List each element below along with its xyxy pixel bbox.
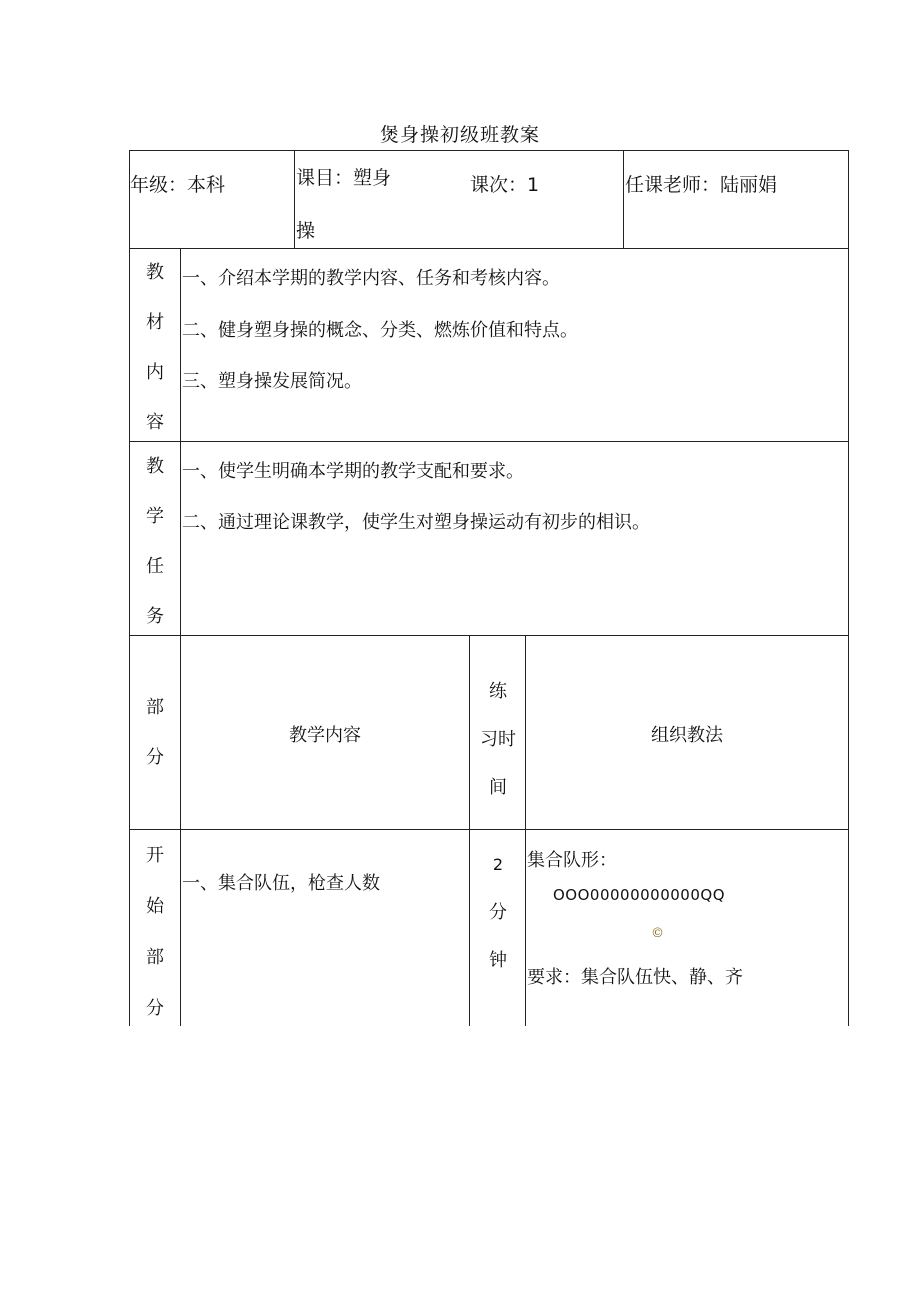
label-char: 内 bbox=[146, 362, 164, 383]
materials-item: 二、健身塑身操的概念、分类、燃炼价值和特点。 bbox=[182, 320, 578, 341]
row-divider bbox=[129, 635, 849, 636]
row-divider bbox=[129, 248, 849, 249]
label-char: 练 bbox=[489, 681, 507, 702]
label-char: 部 bbox=[146, 697, 164, 718]
label-char: 习时 bbox=[480, 729, 516, 750]
label-char: 间 bbox=[489, 777, 507, 798]
label-char: 材 bbox=[146, 312, 164, 333]
label-char: 2 bbox=[492, 855, 504, 874]
label-char: 始 bbox=[146, 896, 164, 917]
materials-label bbox=[130, 248, 180, 448]
label-char: 教 bbox=[146, 262, 164, 283]
label-char: 部 bbox=[146, 947, 164, 968]
label-char: 任 bbox=[146, 556, 164, 577]
teacher-cell: 任课老师：陆丽娟 bbox=[625, 174, 778, 196]
formation-title: 集合队形： bbox=[527, 850, 617, 871]
content-column-header: 教学内容 bbox=[289, 725, 361, 746]
method-column-header: 组织教法 bbox=[651, 725, 723, 746]
row-divider bbox=[129, 441, 849, 442]
label-char: 开 bbox=[146, 845, 164, 866]
document-title: 煲身操初级班教案 bbox=[379, 124, 540, 146]
copyright-symbol: © bbox=[651, 926, 664, 941]
materials-item: 三、塑身操发展简况。 bbox=[182, 371, 362, 392]
row-divider bbox=[129, 829, 849, 830]
subject-cell-continued: 操 bbox=[296, 220, 316, 242]
label-char: 务 bbox=[146, 606, 164, 627]
table-border-top bbox=[129, 150, 849, 151]
label-char: 教 bbox=[146, 456, 164, 477]
start-time bbox=[470, 841, 526, 985]
label-char: 钟 bbox=[489, 950, 507, 971]
lesson-plan-table bbox=[129, 150, 849, 1026]
start-content: 一、集合队伍，枪查人数 bbox=[182, 873, 380, 894]
label-char: 分 bbox=[146, 747, 164, 768]
label-char: 分 bbox=[146, 998, 164, 1019]
tasks-label bbox=[130, 442, 180, 642]
header-divider bbox=[623, 150, 624, 248]
tasks-item: 二、通过理论课教学，使学生对塑身操运动有初步的相识。 bbox=[182, 512, 650, 533]
start-section-label bbox=[130, 830, 180, 1034]
time-column-header bbox=[470, 668, 526, 812]
requirement-text: 要求：集合队伍快、静、齐 bbox=[527, 967, 743, 988]
label-column-divider bbox=[180, 248, 181, 1026]
label-char: 分 bbox=[489, 902, 507, 923]
table-border-right bbox=[848, 150, 849, 1026]
materials-item: 一、介绍本学期的教学内容、任务和考核内容。 bbox=[182, 268, 560, 289]
subject-cell: 课目：塑身 bbox=[296, 167, 392, 189]
label-char: 容 bbox=[146, 412, 164, 433]
formation-diagram: OOO00000000000QQ bbox=[553, 886, 726, 904]
part-column-header bbox=[130, 683, 180, 783]
tasks-item: 一、使学生明确本学期的教学支配和要求。 bbox=[182, 461, 524, 482]
lesson-number-cell: 课次：1 bbox=[470, 174, 540, 196]
label-char: 学 bbox=[146, 506, 164, 527]
header-divider bbox=[294, 150, 295, 248]
grade-cell: 年级：本科 bbox=[130, 174, 226, 196]
